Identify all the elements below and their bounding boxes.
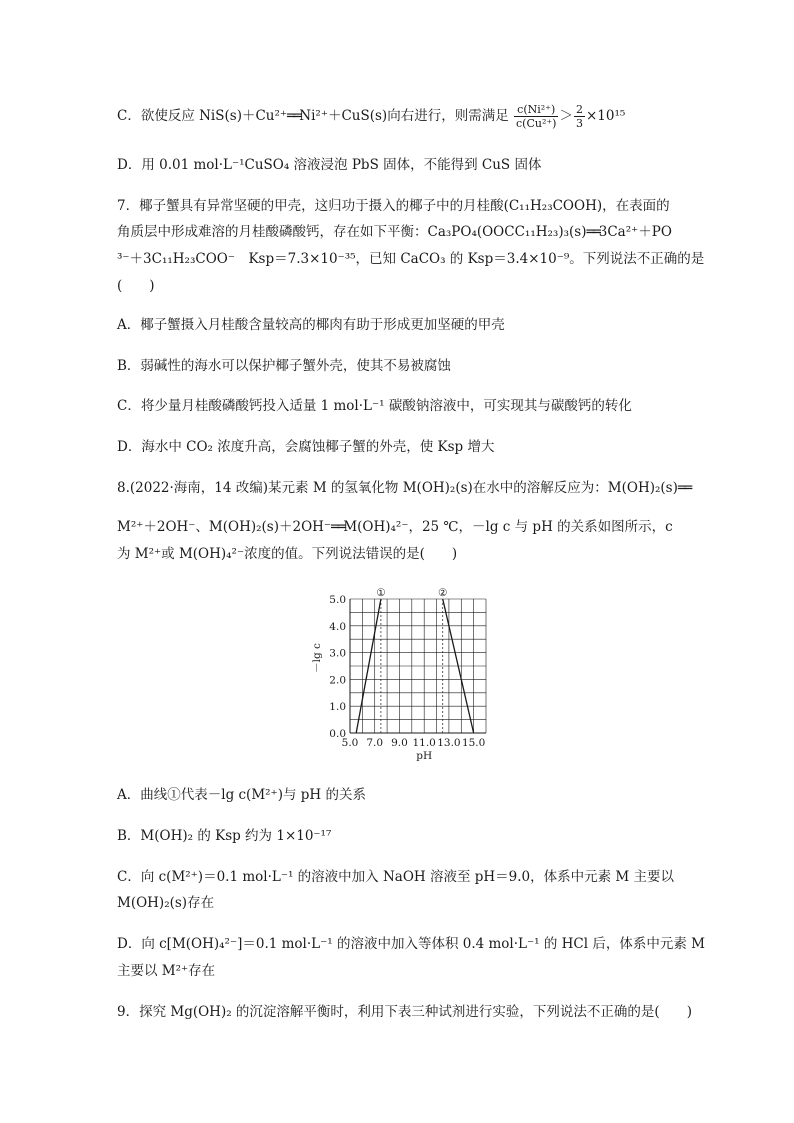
q6-optc-text-b: Ni²⁺＋CuS(s)向右进行，则需满足 [299,108,509,124]
equilibrium-arrow: ══ [287,108,300,124]
q8-option-d-line-2: 主要以 M²⁺存在 [117,963,216,979]
x-tick-label: 7.0 [366,737,384,749]
q7-stem-line-2: 角质层中形成难溶的月桂酸磷酸钙，存在如下平衡：Ca₃PO₄(OOCC₁₁H₂₃)₃(s)══3Ca²⁺＋PO [117,224,672,240]
q7-option-b: B．弱碱性的海水可以保护椰子蟹外壳，使其不易被腐蚀 [117,358,451,374]
y-tick-label: 4.0 [329,620,346,633]
equilibrium-arrow: ══ [331,519,344,535]
q7-answer-blank: ( ) [117,278,155,294]
q8-stem-line-3: 为 M²⁺或 M(OH)₄²⁻浓度的值。下列说法错误的是( ) [117,546,458,562]
x-axis-label: pH [416,750,433,762]
q6-two-thirds-fraction: $\frac{2}{3}$ [575,103,583,130]
q8-stem-line-2: M²⁺＋2OH⁻、M(OH)₂(s)＋2OH⁻══M(OH)₄²⁻，25 ℃，－lg c 与 pH 的关系如图所示，c [117,519,673,535]
x-tick-label: 9.0 [391,737,408,749]
q8-stem-line-1: 8.(2022·海南，14 改编)某元素 M 的氢氧化物 M(OH)₂(s)在水中的溶解反应为：M(OH)₂(s)══ [117,480,691,496]
x-tick-label: 15.0 [461,737,486,749]
y-tick-label: 1.0 [329,701,346,714]
y-axis-label: －lg c [311,643,323,673]
y-tick-label: 2.0 [329,674,346,687]
q6-option-d: D．用 0.01 mol·L⁻¹CuSO₄ 溶液浸泡 PbS 固体，不能得到 CuS 固体 [117,157,542,173]
q8-option-a: A．曲线①代表－lg c(M²⁺)与 pH 的关系 [117,787,366,803]
q7-option-a: A．椰子蟹摄入月桂酸含量较高的椰肉有助于形成更加坚硬的甲壳 [117,317,505,333]
equilibrium-arrow: ══ [586,224,599,240]
q7-stem-line-1: 7．椰子蟹具有异常坚硬的甲壳，这归功于摄入的椰子中的月桂酸(C₁₁H₂₃COOH)，在表面的 [117,198,670,214]
q9-stem: 9．探究 Mg(OH)₂ 的沉淀溶解平衡时，利用下表三种试剂进行实验，下列说法不正确的是( ) [117,1004,692,1020]
series-label-1: ① [376,587,386,599]
y-tick-label: 0.0 [329,728,346,740]
q6-optc-text-a: C．欲使反应 NiS(s)＋Cu²⁺ [117,108,288,124]
y-tick-label: 3.0 [329,647,346,660]
q8-option-b: B．M(OH)₂ 的 Ksp 约为 1×10⁻¹⁷ [117,828,332,844]
q7-option-d: D．海水中 CO₂ 浓度升高，会腐蚀椰子蟹的外壳，使 Ksp 增大 [117,439,495,455]
q8-option-c-line-2: M(OH)₂(s)存在 [117,895,215,911]
q6-ratio-fraction: $\frac{\text{c(Ni²⁺)}}{\text{c(Cu²⁺)}}$ [516,103,557,130]
y-tick-label: 5.0 [329,594,346,606]
lgc-ph-chart [300,583,500,763]
x-tick-label: 11.0 [412,737,436,749]
q8-option-c-line-1: C．向 c(M²⁺)＝0.1 mol·L⁻¹ 的溶液中加入 NaOH 溶液至 pH＝9.0，体系中元素 M 主要以 [117,869,675,885]
q8-option-d-line-1: D．向 c[M(OH)₄²⁻]＝0.1 mol·L⁻¹ 的溶液中加入等体积 0.4 mol·L⁻¹ 的 HCl 后，体系中元素 M [117,936,705,952]
equilibrium-arrow: ══ [677,480,691,496]
q7-option-c: C．将少量月桂酸磷酸钙投入适量 1 mol·L⁻¹ 碳酸钠溶液中，可实现其与碳酸钙的转化 [117,398,632,414]
q6-option-c: C．欲使反应 NiS(s)＋Cu²⁺══Ni²⁺＋CuS(s)向右进行，则需满足 $\frac{\text{c(Ni²⁺)}}{\text{c(Cu²⁺)}}$ ＞ $\frac{2}{3}$ ×10¹⁵ [117,103,626,130]
x-tick-label: 5.0 [341,737,359,749]
q7-stem-line-3: ³⁻＋3C₁₁H₂₃COO⁻ Ksp＝7.3×10⁻³⁵，已知 CaCO₃ 的 Ksp＝3.4×10⁻⁹。下列说法不正确的是 [117,251,705,267]
series-label-2: ② [438,587,448,599]
x-tick-label: 13.0 [437,737,461,749]
